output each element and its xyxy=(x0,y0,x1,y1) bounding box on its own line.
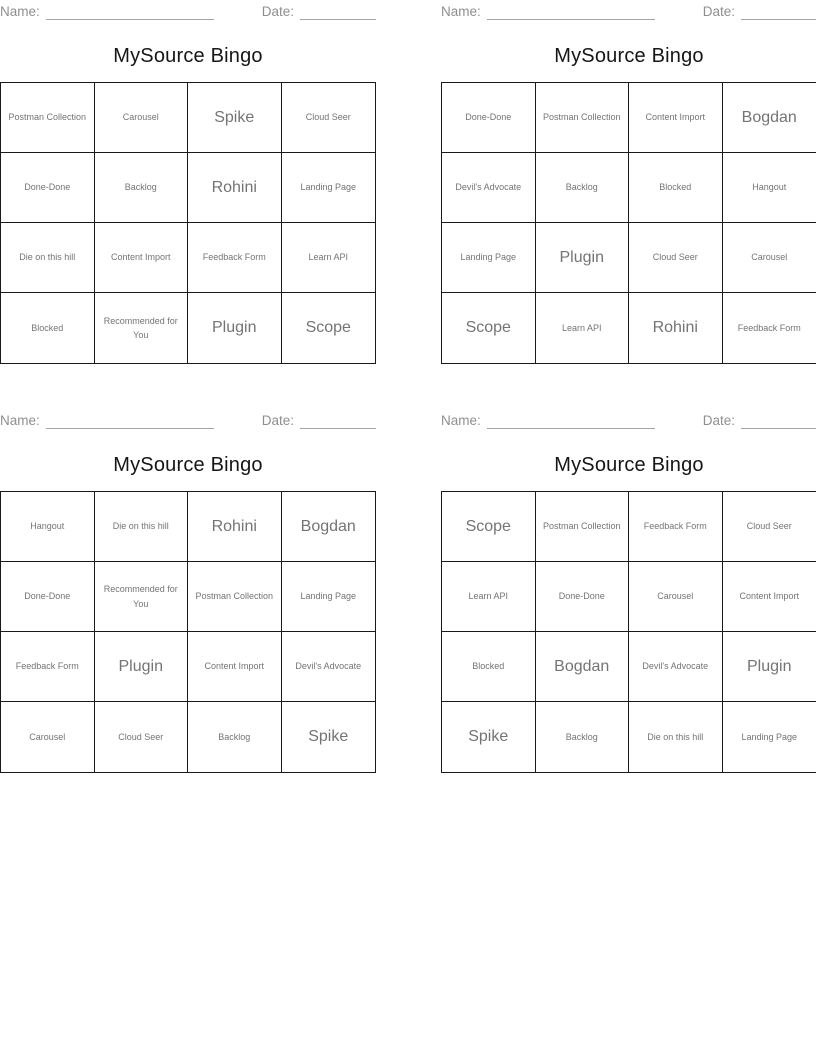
bingo-cell: Cloud Seer xyxy=(95,702,189,772)
date-blank-line xyxy=(300,4,376,20)
name-label: Name: xyxy=(0,4,40,19)
date-label: Date: xyxy=(261,413,294,428)
name-date-row xyxy=(441,3,816,20)
name-label: Name: xyxy=(441,413,481,428)
bingo-card-top-right xyxy=(441,3,816,364)
bingo-cell: Plugin xyxy=(723,632,816,702)
bingo-cell: Bogdan xyxy=(723,83,816,153)
bingo-cell: Rohini xyxy=(188,492,282,562)
bingo-cell: Die on this hill xyxy=(95,492,189,562)
bingo-cell: Feedback Form xyxy=(1,632,95,702)
card-title: MySource Bingo xyxy=(554,45,704,67)
bingo-cell: Rohini xyxy=(629,293,723,363)
bingo-cell: Learn API xyxy=(536,293,630,363)
bingo-card-bottom-right xyxy=(441,412,816,773)
bingo-cell: Cloud Seer xyxy=(282,83,376,153)
name-blank-line xyxy=(46,413,214,429)
date-blank-line xyxy=(741,4,816,20)
bingo-cell: Feedback Form xyxy=(188,223,282,293)
bingo-cell: Rohini xyxy=(188,153,282,223)
name-blank-line xyxy=(487,413,655,429)
date-label: Date: xyxy=(261,4,294,19)
bingo-cell: Plugin xyxy=(188,293,282,363)
bingo-cell: Carousel xyxy=(95,83,189,153)
date-label: Date: xyxy=(702,4,735,19)
bingo-cell: Scope xyxy=(442,293,536,363)
bingo-cell: Postman Collection xyxy=(1,83,95,153)
bingo-cell: Backlog xyxy=(536,153,630,223)
bingo-cell: Scope xyxy=(442,492,536,562)
bingo-grid xyxy=(0,491,376,773)
bingo-cell: Devil's Advocate xyxy=(629,632,723,702)
bingo-cell: Recommended for You xyxy=(95,293,189,363)
bingo-cell: Feedback Form xyxy=(629,492,723,562)
bingo-cell: Bogdan xyxy=(282,492,376,562)
bingo-cell: Blocked xyxy=(1,293,95,363)
bingo-cell: Cloud Seer xyxy=(723,492,816,562)
bingo-cell: Content Import xyxy=(723,562,816,632)
bingo-cell: Landing Page xyxy=(741,731,798,742)
name-date-row xyxy=(0,412,376,429)
bingo-cell: Die on this hill xyxy=(1,223,95,293)
name-date-row xyxy=(441,412,816,429)
bingo-cell: Backlog xyxy=(188,702,282,772)
bingo-card-bottom-left xyxy=(0,412,376,773)
date-blank-line xyxy=(741,413,816,429)
bingo-cell: Content Import xyxy=(188,632,282,702)
bingo-cell: Backlog xyxy=(95,153,189,223)
bingo-cell: Plugin xyxy=(536,223,630,293)
name-label: Name: xyxy=(0,413,40,428)
bingo-cell: Recommended for You xyxy=(95,562,189,632)
card-title: MySource Bingo xyxy=(113,45,263,67)
bingo-cell: Bogdan xyxy=(536,632,630,702)
bingo-cell: Backlog xyxy=(536,702,630,772)
bingo-cell: Landing Page xyxy=(282,562,376,632)
bingo-cell: Spike xyxy=(308,728,349,746)
bingo-cell: Postman Collection xyxy=(188,562,282,632)
name-blank-line xyxy=(487,4,655,20)
bingo-cell: Postman Collection xyxy=(536,492,630,562)
bingo-cell: Done-Done xyxy=(1,153,95,223)
bingo-cell: Carousel xyxy=(1,702,95,772)
bingo-cell: Landing Page xyxy=(282,153,376,223)
card-title: MySource Bingo xyxy=(554,454,704,476)
date-blank-line xyxy=(300,413,376,429)
bingo-grid xyxy=(0,82,376,364)
bingo-cell: Content Import xyxy=(629,83,723,153)
bingo-cell: Devil's Advocate xyxy=(442,153,536,223)
bingo-cell: Learn API xyxy=(442,562,536,632)
bingo-cell: Learn API xyxy=(282,223,376,293)
bingo-cell: Blocked xyxy=(442,632,536,702)
bingo-cell: Blocked xyxy=(629,153,723,223)
bingo-cell: Spike xyxy=(442,702,536,772)
bingo-cell: Feedback Form xyxy=(737,322,801,333)
bingo-grid xyxy=(441,82,816,364)
bingo-cell: Done-Done xyxy=(442,83,536,153)
bingo-cell: Die on this hill xyxy=(629,702,723,772)
bingo-cell: Cloud Seer xyxy=(629,223,723,293)
bingo-cell: Spike xyxy=(188,83,282,153)
bingo-cell: Hangout xyxy=(1,492,95,562)
bingo-cell: Carousel xyxy=(723,223,816,293)
bingo-cell: Done-Done xyxy=(536,562,630,632)
bingo-cell: Landing Page xyxy=(442,223,536,293)
name-label: Name: xyxy=(441,4,481,19)
card-title: MySource Bingo xyxy=(113,454,263,476)
bingo-cell: Plugin xyxy=(95,632,189,702)
bingo-cell: Hangout xyxy=(723,153,816,223)
bingo-cell: Postman Collection xyxy=(536,83,630,153)
bingo-cell: Content Import xyxy=(95,223,189,293)
bingo-card-top-left xyxy=(0,3,376,364)
bingo-cell: Done-Done xyxy=(1,562,95,632)
bingo-cell: Scope xyxy=(305,319,351,337)
name-date-row xyxy=(0,3,376,20)
bingo-grid xyxy=(441,491,816,773)
name-blank-line xyxy=(46,4,214,20)
bingo-cell: Devil's Advocate xyxy=(282,632,376,702)
bingo-cell: Carousel xyxy=(629,562,723,632)
date-label: Date: xyxy=(702,413,735,428)
